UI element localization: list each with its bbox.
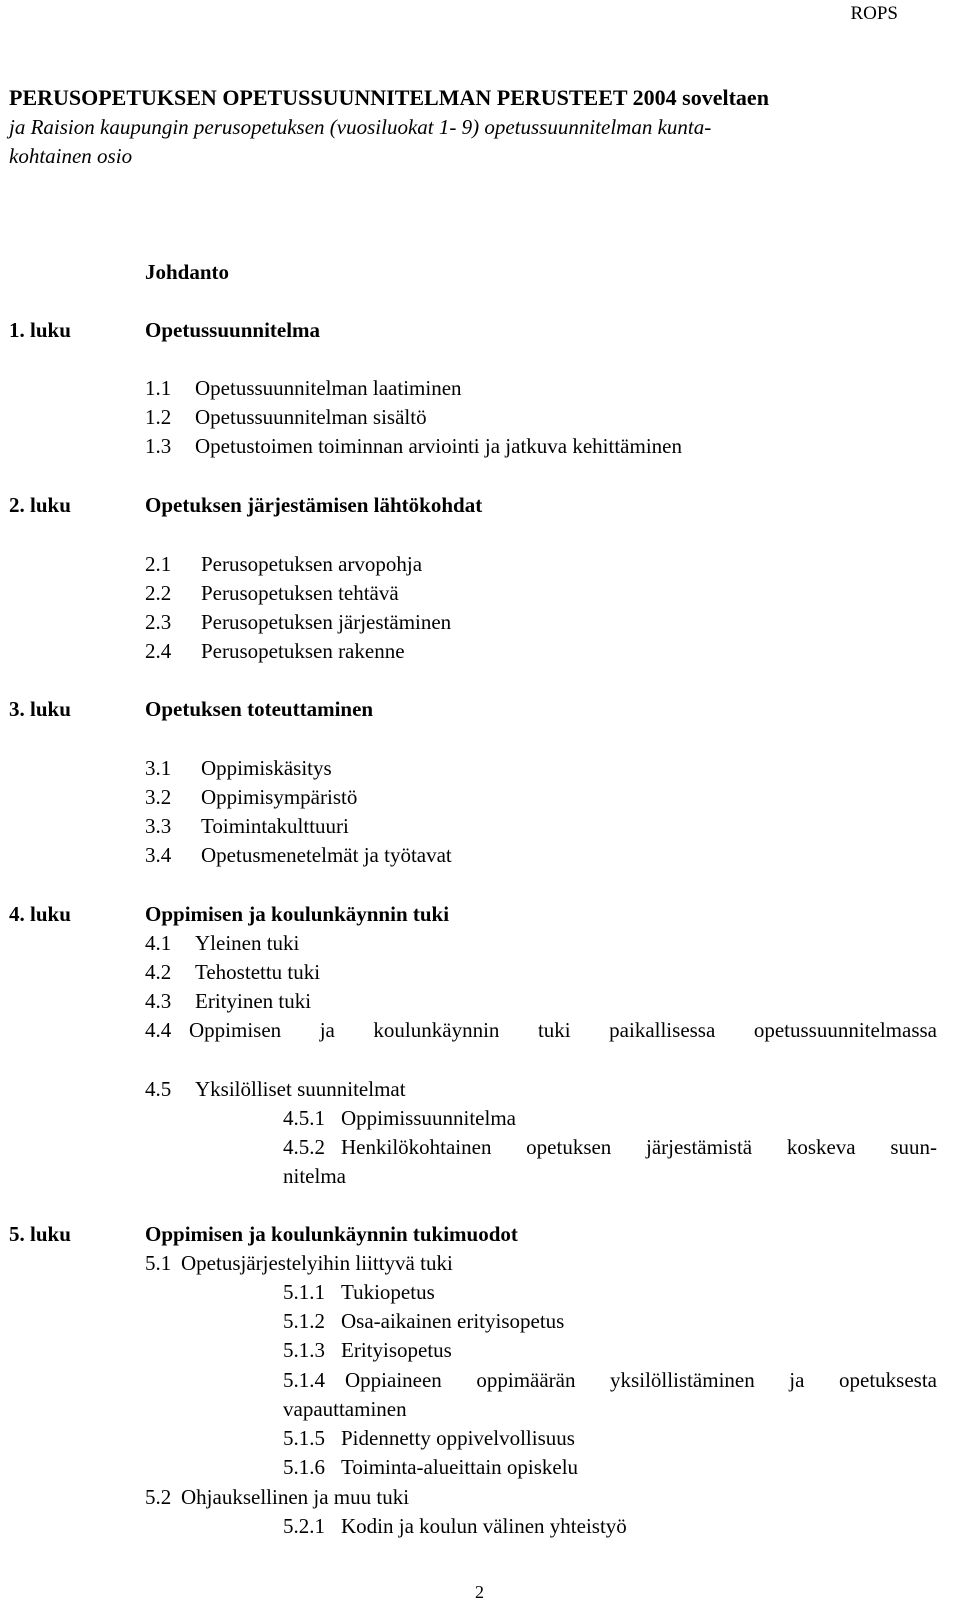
toc-item-text: Opetusmenetelmät ja työtavat (201, 843, 452, 867)
toc-item-text: Toimintakulttuuri (201, 814, 349, 838)
document-title: PERUSOPETUKSEN OPETUSSUUNNITELMAN PERUSTEET 2004 soveltaen (9, 85, 769, 110)
toc-item-num: 2.4 (145, 639, 172, 663)
chapter-title: Oppimisen ja koulunkäynnin tukimuodot (145, 1222, 518, 1246)
toc-item-num: 5.2.1 (283, 1514, 325, 1538)
toc-item-text: Oppimissuunnitelma (341, 1106, 516, 1130)
toc-item-num: 2.2 (145, 581, 172, 605)
toc-item-num: 4.4 (145, 1018, 172, 1042)
toc-item-num: 3.1 (145, 756, 172, 780)
toc-item-num: 5.1.5 (283, 1426, 325, 1450)
toc-item-num: 4.2 (145, 960, 172, 984)
document-subtitle-line1: ja Raision kaupungin perusopetuksen (vuosiluokat 1- 9) opetussuunnitelman kunta- (9, 115, 712, 139)
toc-item-num: 1.1 (145, 376, 172, 400)
toc-item-num: 3.2 (145, 785, 172, 809)
toc-item-text: Ohjauksellinen ja muu tuki (181, 1485, 410, 1509)
toc-item-text: Kodin ja koulun välinen yhteistyö (341, 1514, 627, 1538)
toc-item-text: Yleinen tuki (195, 931, 300, 955)
chapter-label: 2. luku (9, 493, 71, 517)
toc-item-num: 3.3 (145, 814, 172, 838)
toc-item-num: 2.1 (145, 552, 172, 576)
toc-item-text: Perusopetuksen arvopohja (201, 552, 423, 576)
toc-item-num: 3.4 (145, 843, 172, 867)
toc-item-text: Henkilökohtainen opetuksen järjestämistä koskeva suun- (341, 1135, 937, 1159)
toc-item-num: 2.3 (145, 610, 172, 634)
toc-item-text: Yksilölliset suunnitelmat (195, 1077, 406, 1101)
chapter-label: 3. luku (9, 697, 71, 721)
toc-item-continuation: nitelma (283, 1164, 346, 1188)
toc-item-text: Erityinen tuki (195, 989, 312, 1013)
toc-item-num: 5.1.3 (283, 1338, 325, 1362)
intro-heading: Johdanto (145, 260, 230, 284)
toc-item-text: Oppimisen ja koulunkäynnin tuki paikallisessa opetussuunnitelmassa (189, 1018, 937, 1042)
toc-item-text: Toiminta-alueittain opiskelu (341, 1455, 579, 1479)
toc-item-text: Opetussuunnitelman sisältö (195, 405, 427, 429)
header-code: ROPS (850, 3, 898, 24)
toc-item-num: 5.1.4 (283, 1368, 325, 1392)
toc-item-text: Opetussuunnitelman laatiminen (195, 376, 462, 400)
toc-item-continuation: vapauttaminen (283, 1397, 407, 1421)
toc-item-num: 5.1 (145, 1251, 172, 1275)
chapter-title: Opetussuunnitelma (145, 318, 321, 342)
toc-item-num: 1.3 (145, 434, 172, 458)
toc-item-text: Perusopetuksen järjestäminen (201, 610, 452, 634)
toc-item-text: Oppiaineen oppimäärän yksilöllistäminen ja opetuksesta (345, 1368, 937, 1392)
toc-item-text: Opetusjärjestelyihin liittyvä tuki (181, 1251, 453, 1275)
page-number: 2 (475, 1582, 484, 1602)
toc-item-text: Tukiopetus (341, 1280, 435, 1304)
document-subtitle-line2: kohtainen osio (9, 144, 133, 168)
chapter-label: 5. luku (9, 1222, 71, 1246)
toc-item-text: Pidennetty oppivelvollisuus (341, 1426, 575, 1450)
chapter-label: 4. luku (9, 902, 71, 926)
toc-item-text: Perusopetuksen rakenne (201, 639, 405, 663)
chapter-title: Opetuksen toteuttaminen (145, 697, 374, 721)
toc-item-num: 5.2 (145, 1485, 172, 1509)
toc-item-num: 4.5.2 (283, 1135, 325, 1159)
toc-item-text: Perusopetuksen tehtävä (201, 581, 399, 605)
toc-item-text: Opetustoimen toiminnan arviointi ja jatkuva kehittäminen (195, 434, 682, 458)
toc-item-num: 4.5 (145, 1077, 172, 1101)
toc-item-num: 4.3 (145, 989, 172, 1013)
chapter-title: Opetuksen järjestämisen lähtökohdat (145, 493, 483, 517)
toc-item-text: Erityisopetus (341, 1338, 452, 1362)
toc-item-text: Tehostettu tuki (195, 960, 321, 984)
toc-item-num: 1.2 (145, 405, 172, 429)
toc-item-text: Oppimiskäsitys (201, 756, 332, 780)
chapter-label: 1. luku (9, 318, 71, 342)
chapter-title: Oppimisen ja koulunkäynnin tuki (145, 902, 450, 926)
toc-item-num: 4.5.1 (283, 1106, 325, 1130)
toc-item-num: 5.1.2 (283, 1309, 325, 1333)
toc-item-text: Osa-aikainen erityisopetus (341, 1309, 565, 1333)
toc-item-num: 4.1 (145, 931, 172, 955)
toc-item-num: 5.1.6 (283, 1455, 325, 1479)
toc-item-num: 5.1.1 (283, 1280, 325, 1304)
toc-item-text: Oppimisympäristö (201, 785, 358, 809)
